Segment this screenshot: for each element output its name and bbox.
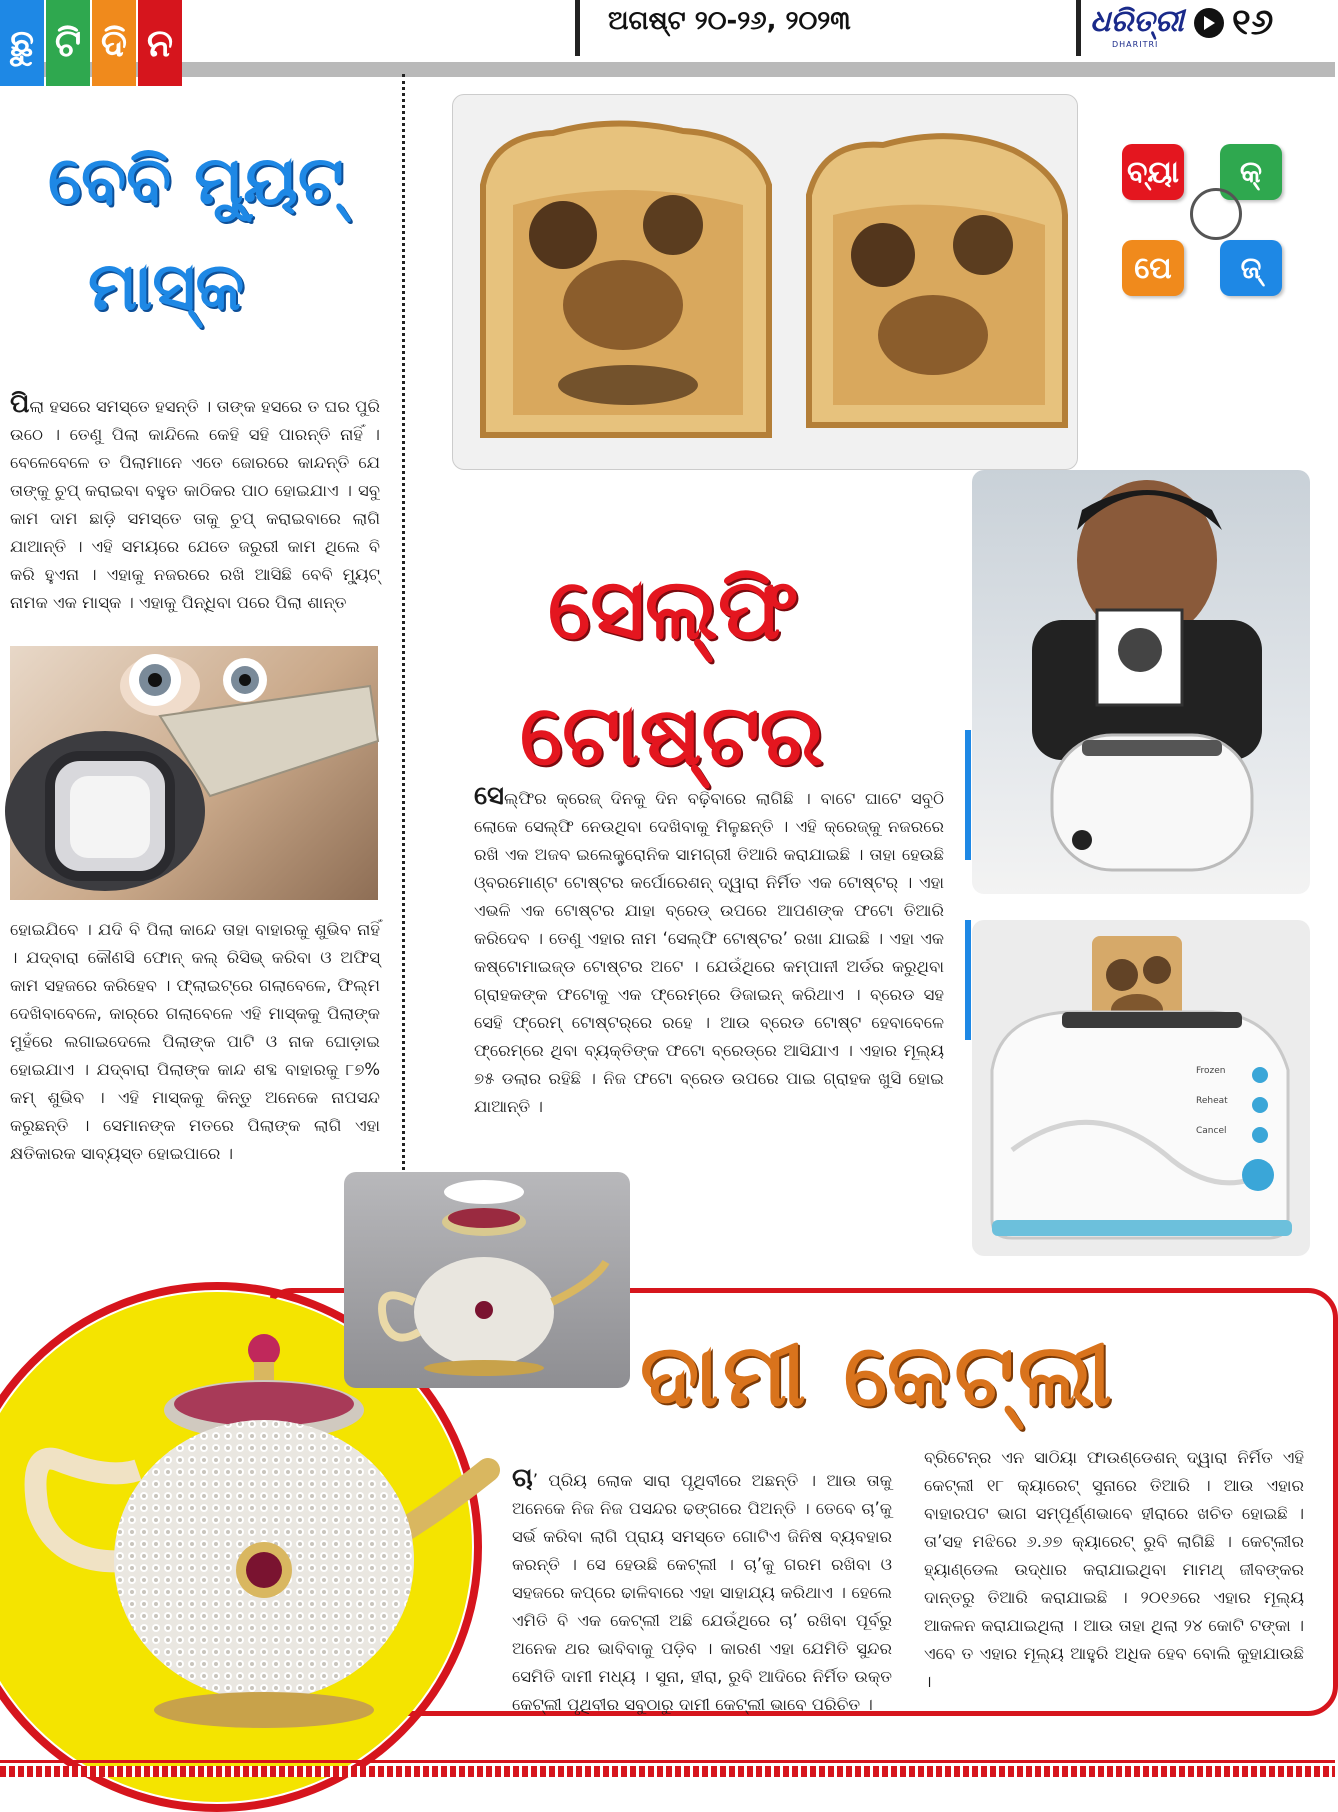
toaster-headline-line1: ସେଲ୍ଫି xyxy=(548,560,799,658)
brand-subtitle: DHARITRI xyxy=(1112,40,1159,49)
header-gray-bar xyxy=(0,62,1335,77)
section-title-tile-2: ଟି xyxy=(46,0,90,86)
mask-headline-line2: ମାସ୍କ xyxy=(88,248,245,325)
mask-paragraph-2: ହୋଇଯିବେ । ଯଦି ବି ପିଲା କାନ୍ଦେ ତାହା ବାହାରକୁ ଶୁଭିବ ନାହିଁ । ଯଦ୍ବାରା କୌଣସି ଫୋନ୍ କଲ୍ ରିସିଭ୍ କରିବା ଓ ଅଫିସ୍ କାମ ସହଜରେ କରିହେବ । ଫ୍ଲାଇଟ୍‌ରେ ଗଲାବେଳେ, ଫିଲ୍ମ ଦେଖିବାବେଳେ, କାର୍‌ରେ ଗଲାବେଳେ ଏହି ମାସ୍କକୁ ପିଲାଙ୍କ ମୁହଁରେ ଲଗାଇଦେଲେ ପିଲାଙ୍କ ପାଟି ଓ ନାକ ଘୋଡ଼ାଇ ହୋଇଯାଏ । ଯଦ୍ବାରା ପିଲାଙ୍କ କାନ୍ଦ ଶବ୍ଦ ବାହାରକୁ ୮୭% କମ୍ ଶୁଭିବ । ଏହି ମାସ୍କକୁ କିନ୍ତୁ ଅନେକେ ନାପସନ୍ଦ କରୁଛନ୍ତି । ସେମାନଙ୍କ ମତରେ ପିଲାଙ୍କ ଲାଗି ଏହା କ୍ଷତିକାରକ ସାବ୍ୟସ୍ତ ହୋଇପାରେ । xyxy=(10,920,380,1163)
kettle-headline: ଦାମୀ କେଟ୍‌ଲୀ xyxy=(640,1326,1116,1426)
play-icon xyxy=(1194,8,1224,38)
toaster-headline-line2: ଟୋଷ୍ଟର xyxy=(520,686,824,784)
badge-tile-4: ଜ୍ xyxy=(1220,240,1282,296)
section-title-tile-4: ନ xyxy=(138,0,182,86)
kettle-column-1: ଚା’ ପ୍ରିୟ ଲୋକ ସାରା ପୃଥିବୀରେ ଅଛନ୍ତି । ଆଉ ତାକୁ ଅନେକେ ନିଜ ନିଜ ପସନ୍ଦର ଢଙ୍ଗରେ ପିଅନ୍ତି । ତେବେ ଚା’କୁ ସର୍ଭ କରିବା ଲାଗି ପ୍ରାୟ ସମସ୍ତେ ଗୋଟିଏ ଜିନିଷ ବ୍ୟବହାର କରନ୍ତି । ସେ ହେଉଛି କେଟ୍‌ଲୀ । ଚା’କୁ ଗରମ ରଖିବା ଓ ସହଜରେ କପ୍‌ରେ ଢାଳିବାରେ ଏହା ସାହାଯ୍ୟ କରିଥାଏ । ହେଲେ ଏମିତି ବି ଏକ କେଟ୍‌ଲୀ ଅଛି ଯେଉଁଥିରେ ଚା’ ରଖିବା ପୂର୍ବରୁ ଅନେକ ଥର ଭାବିବାକୁ ପଡ଼ିବ । କାରଣ ଏହା ଯେମିତି ସୁନ୍ଦର ସେମିତି ଦାମୀ ମଧ୍ୟ । ସୁନା, ହୀରା, ରୁବି ଆଦିରେ ନିର୍ମିତ ଉକ୍ତ କେଟ୍‌ଲୀ ପୃଥିବୀର ସବୁଠାରୁ ଦାମୀ କେଟ୍‌ଲୀ ଭାବେ ପରିଚିତ । xyxy=(512,1463,892,1714)
badge-tile-3: ପେ xyxy=(1122,240,1184,296)
mask-headline-line1: ବେବି ମ୍ୟୁଟ୍ xyxy=(48,142,344,219)
mask-paragraph-1: ପିଲା ହସରେ ସମସ୍ତେ ହସନ୍ତି । ତାଙ୍କ ହସରେ ତ ଘର ପୁରି ଉଠେ । ତେଣୁ ପିଲା କାନ୍ଦିଲେ କେହି ସହି ପାରନ୍ତି ନାହିଁ । ବେଳେବେଳେ ତ ପିଲାମାନେ ଏତେ ଜୋରରେ କାନ୍ଦନ୍ତି ଯେ ତାଙ୍କୁ ଚୁପ୍ କରାଇବା ବହୁତ କାଠିକର ପାଠ ହୋଇଯାଏ । ସବୁ କାମ ଦାମ ଛାଡ଼ି ସମସ୍ତେ ତାକୁ ଚୁପ୍ କରାଇବାରେ ଲାଗି ଯାଆନ୍ତି । ଏହି ସମୟରେ ଯେତେ ଜରୁରୀ କାମ ଥିଲେ ବି କରି ହୁଏନା । ଏହାକୁ ନଜରରେ ରଖି ଆସିଛି ବେବି ମ୍ୟୁଟ୍ ନାମକ ଏକ ମାସ୍କ । ଏହାକୁ ପିନ୍ଧିବା ପରେ ପିଲା ଶାନ୍ତ xyxy=(10,389,380,612)
column-divider xyxy=(402,74,405,1170)
toaster-dropcap: ସେ xyxy=(474,781,504,811)
baby-mask-photo xyxy=(10,646,378,900)
section-title-tile-3: ଦି xyxy=(92,0,136,86)
white-toaster-photo xyxy=(972,920,1310,1256)
man-toaster-photo xyxy=(972,470,1310,894)
badge-ring xyxy=(1190,188,1242,240)
toast-photo xyxy=(452,94,1078,470)
footer-line xyxy=(0,1760,1335,1763)
diamond-kettle-photo xyxy=(18,1310,508,1750)
mask-dropcap: ପି xyxy=(10,389,30,419)
issue-date: ଅଗଷ୍ଟ ୨୦-୨୬, ୨୦୨୩ xyxy=(608,6,851,36)
header-rule-right xyxy=(1076,0,1081,56)
brand-name: ଧରିତ୍ରୀ xyxy=(1090,4,1184,39)
badge-tile-1: ବ୍ୟା xyxy=(1122,144,1184,200)
toaster-button-frozen: Frozen xyxy=(1196,1066,1226,1076)
toaster-paragraph: ସେଲ୍ଫିର କ୍ରେଜ୍ ଦିନକୁ ଦିନ ବଢ଼ିବାରେ ଲାଗିଛି । ବାଟେ ଘାଟେ ସବୁଠି ଲୋକେ ସେଲ୍ଫି ନେଉଥିବା ଦେଖିବାକୁ ମିଳୁଛନ୍ତି । ଏହି କ୍ରେଜ୍‌କୁ ନଜରରେ ରଖି ଏକ ଅଜବ ଇଲେକ୍ଟ୍ରୋନିକ ସାମଗ୍ରୀ ତିଆରି କରାଯାଇଛି । ତାହା ହେଉଛି ଓ୍ବରମୋଣ୍ଟ ଟୋଷ୍ଟର କର୍ପୋରେଶନ୍ ଦ୍ୱାରା ନିର୍ମିତ ଏକ ଟୋଷ୍ଟର୍ । ଏହା ଏଭଳି ଏକ ଟୋଷ୍ଟର ଯାହା ବ୍ରେଡ୍ ଉପରେ ଆପଣଙ୍କ ଫଟୋ ତିଆରି କରିଦେବ । ତେଣୁ ଏହାର ନାମ ‘ସେଲ୍ଫି ଟୋଷ୍ଟର’ ରଖା ଯାଇଛି । ଏହା ଏକ କଷ୍ଟୋମାଇଜ୍ଡ ଟୋଷ୍ଟର ଅଟେ । ଯେଉଁଥିରେ କମ୍ପାନୀ ଅର୍ଡର କରୁଥିବା ଗ୍ରାହକଙ୍କ ଫଟୋକୁ ଏକ ଫ୍ରେମ୍‌ରେ ଡିଜାଇନ୍ କରିଥାଏ । ବ୍ରେଡ ସହ ସେହି ଫ୍ରେମ୍ ଟୋଷ୍ଟର୍‌ରେ ରହେ । ଆଉ ବ୍ରେଡ ଟୋଷ୍ଟ ହେବାବେଳେ ଫ୍ରେମ୍‌ରେ ଥିବା ବ୍ୟକ୍ତିଙ୍କ ଫଟୋ ବ୍ରେଡ୍‌ରେ ଆସିଯାଏ । ଏହାର ମୂଲ୍ୟ ୭୫ ଡଲାର ରହିଛି । ନିଜ ଫଟୋ ବ୍ରେଡ ଉପରେ ପାଇ ଗ୍ରାହକ ଖୁସି ହୋଇ ଯାଆନ୍ତି । xyxy=(474,781,944,1116)
blue-accent-bar-2 xyxy=(965,920,971,1040)
kettle-dropcap: ଚା xyxy=(512,1463,533,1493)
brand-logo xyxy=(1090,4,1190,52)
badge-tile-2: କ୍ xyxy=(1220,144,1282,200)
header-rule-left xyxy=(575,0,580,56)
footer-strip xyxy=(0,1766,1335,1777)
toaster-button-cancel: Cancel xyxy=(1196,1126,1227,1136)
blue-accent-bar-1 xyxy=(965,730,971,860)
section-title-tile-1: ଛୁ xyxy=(0,0,44,86)
toaster-button-reheat: Reheat xyxy=(1196,1096,1228,1106)
page-number: ୧୬ xyxy=(1232,2,1274,43)
kettle-column-2: ବ୍ରିଟେନ୍‌ର ଏନ ସାଠିୟା ଫାଉଣ୍ଡେଶନ୍ ଦ୍ୱାରା ନିର୍ମିତ ଏହି କେଟ୍‌ଲୀ ୧୮ କ୍ୟାରେଟ୍ ସୁନାରେ ତିଆରି । ଆଉ ଏହାର ବାହାରପଟ ଭାଗ ସମ୍ପୂର୍ଣ୍ଣଭାବେ ହୀରାରେ ଖଚିତ ହୋଇଛି । ତା’ସହ ମଝିରେ ୬.୬୭ କ୍ୟାରେଟ୍ ରୁବି ଲାଗିଛି । କେଟ୍‌ଲୀର ହ୍ୟାଣ୍ଡେଲ ଉଦ୍ଧାର କରାଯାଇଥିବା ମାମଥ୍ ଜୀବଙ୍କର ଦାନ୍ତରୁ ତିଆରି କରାଯାଇଛି । ୨୦୧୬ରେ ଏହାର ମୂଲ୍ୟ ଆକଳନ କରାଯାଇଥିଲା । ଆଉ ତାହା ଥିଲା ୨୪ କୋଟି ଟଙ୍କା । ଏବେ ତ ଏହାର ମୂଲ୍ୟ ଆହୁରି ଅଧିକ ହେବ ବୋଲି କୁହାଯାଉଛି । xyxy=(924,1448,1304,1691)
